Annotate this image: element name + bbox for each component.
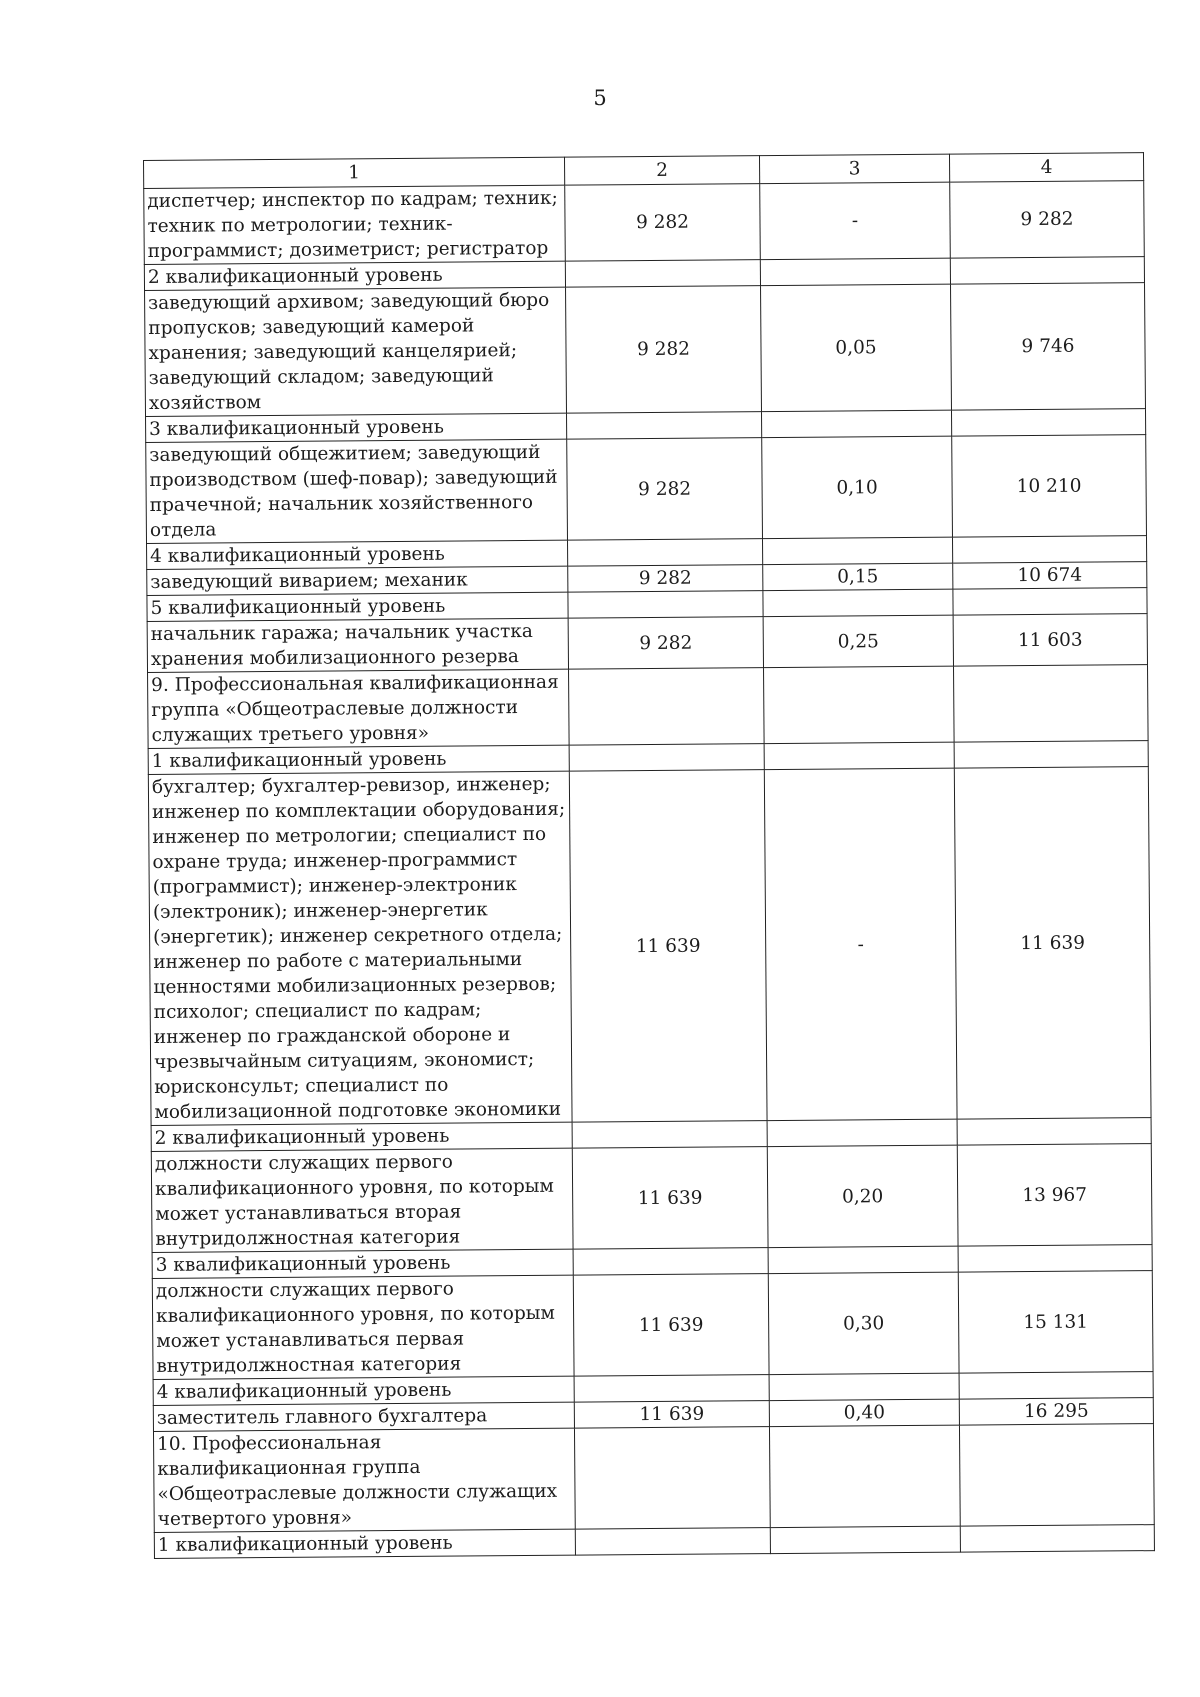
base-salary-cell: 9 282	[568, 565, 763, 593]
coefficient-cell	[760, 258, 950, 285]
position-cell: бухгалтер; бухгалтер-ревизор, инженер; инженер по комплектации оборудования; инженер по метрологии; специалист по охране труда; инженер-программист (программист); инженер-электроник (электроник); инженер-энергетик (энергетик); инженер секретного отдела; инженер по работе с материальными ценностями мобилизационных резервов; психолог; специалист по кадрам; инженер по гражданской обороне и чрезвычайным ситуациям, экономист; юрисконсульт; специалист по мобилизационной подготовке экономики	[148, 771, 572, 1125]
table-row	[152, 1271, 1153, 1380]
salary-cell: 10 210	[952, 435, 1147, 538]
salary-cell	[954, 665, 1149, 743]
coefficient-cell	[769, 1373, 959, 1400]
group-heading-row	[148, 665, 1149, 749]
base-salary-cell: 11 639	[574, 1401, 769, 1429]
salary-cell: 9 746	[951, 283, 1146, 411]
salary-cell: 10 674	[953, 562, 1147, 590]
base-salary-cell: 11 639	[569, 770, 767, 1123]
base-salary-cell	[574, 1375, 769, 1403]
base-salary-cell	[565, 260, 760, 288]
position-cell: диспетчер; инспектор по кадрам; техник; техник по метрологии; техник-программист; дозиметрист; регистратор	[144, 185, 566, 264]
table-row	[145, 283, 1146, 417]
salary-cell	[959, 1372, 1153, 1400]
table-row	[151, 1144, 1152, 1253]
coefficient-cell: 0,15	[763, 563, 953, 590]
coefficient-cell: -	[764, 768, 957, 1120]
table-row	[148, 767, 1151, 1126]
salary-cell	[960, 1525, 1154, 1553]
position-cell: 4 квалификационный уровень	[153, 1376, 574, 1405]
base-salary-cell: 9 282	[567, 438, 763, 541]
salary-cell: 9 282	[950, 181, 1145, 259]
base-salary-cell: 11 639	[573, 1274, 769, 1377]
position-cell: должности служащих первого квалификационного уровня, по которым может устанавливаться вторая внутридолжностная категория	[151, 1148, 573, 1252]
base-salary-cell	[569, 744, 764, 772]
header-cell-1: 1	[144, 157, 565, 188]
header-cell-3: 3	[759, 154, 949, 183]
base-salary-cell	[575, 1528, 770, 1556]
coefficient-cell	[764, 666, 955, 743]
header-cell-4: 4	[949, 153, 1143, 183]
salary-cell	[957, 1118, 1151, 1146]
base-salary-cell: 9 282	[566, 286, 762, 414]
base-salary-cell	[567, 412, 762, 440]
base-salary-cell: 9 282	[568, 617, 763, 670]
table-body	[144, 181, 1155, 1559]
salary-cell: 11 603	[953, 614, 1147, 667]
salary-cell: 11 639	[954, 767, 1151, 1120]
coefficient-cell: 0,25	[763, 615, 953, 667]
coefficient-cell	[768, 1246, 958, 1273]
coefficient-cell	[764, 742, 954, 769]
position-cell: 10. Профессиональная квалификационная группа «Общеотраслевые должности служащих четвертого уровня»	[153, 1428, 575, 1532]
position-cell: заместитель главного бухгалтера	[153, 1402, 574, 1431]
coefficient-cell: 0,30	[768, 1272, 959, 1374]
position-cell: 4 квалификационный уровень	[147, 540, 568, 569]
coefficient-cell: -	[760, 182, 951, 259]
coefficient-cell	[763, 589, 953, 616]
salary-cell	[953, 588, 1147, 616]
salary-cell	[959, 1424, 1154, 1527]
salary-cell	[958, 1245, 1152, 1273]
position-cell: заведующий архивом; заведующий бюро пропусков; заведующий камерой хранения; заведующий канцелярией; заведующий складом; заведующий хозяйством	[145, 287, 567, 416]
position-cell: 2 квалификационный уровень	[144, 261, 565, 290]
position-cell: 1 квалификационный уровень	[148, 745, 569, 774]
coefficient-cell	[767, 1119, 957, 1146]
position-cell: заведующий общежитием; заведующий производством (шеф-повар); заведующий прачечной; начальник хозяйственного отдела	[146, 439, 568, 543]
coefficient-cell: 0,10	[762, 436, 953, 538]
table-row	[144, 181, 1145, 265]
table-row	[147, 614, 1147, 673]
base-salary-cell	[572, 1121, 767, 1149]
salary-cell: 13 967	[957, 1144, 1152, 1247]
position-cell: должности служащих первого квалификационного уровня, по которым может устанавливаться первая внутридолжностная категория	[152, 1275, 574, 1379]
position-cell: 1 квалификационный уровень	[154, 1529, 575, 1558]
salary-cell	[952, 536, 1146, 564]
position-cell: 2 квалификационный уровень	[151, 1122, 572, 1151]
position-cell: 9. Профессиональная квалификационная группа «Общеотраслевые должности служащих третьего уровня»	[148, 669, 570, 748]
position-cell: 3 квалификационный уровень	[152, 1249, 573, 1278]
coefficient-cell: 0,05	[761, 284, 952, 411]
coefficient-cell: 0,20	[767, 1145, 958, 1247]
coefficient-cell	[769, 1425, 960, 1527]
group-heading-row	[153, 1424, 1154, 1533]
base-salary-cell	[573, 1248, 768, 1276]
salary-cell: 16 295	[959, 1398, 1153, 1426]
base-salary-cell: 9 282	[565, 184, 761, 262]
table-row	[146, 435, 1147, 544]
position-cell: начальник гаража; начальник участка хранения мобилизационного резерва	[147, 618, 568, 672]
salary-table	[143, 152, 1155, 1559]
salary-cell: 15 131	[958, 1271, 1153, 1374]
header-cell-2: 2	[564, 156, 759, 186]
coefficient-cell	[770, 1526, 960, 1553]
base-salary-cell	[574, 1427, 770, 1530]
coefficient-cell	[762, 537, 952, 564]
page-number: 5	[593, 86, 607, 110]
base-salary-cell	[567, 539, 762, 567]
base-salary-cell	[568, 591, 763, 619]
coefficient-cell	[761, 410, 951, 437]
salary-cell	[950, 257, 1144, 285]
position-cell: 3 квалификационный уровень	[146, 413, 567, 442]
position-cell: заведующий виварием; механик	[147, 566, 568, 595]
position-cell: 5 квалификационный уровень	[147, 592, 568, 621]
coefficient-cell: 0,40	[769, 1399, 959, 1426]
salary-cell	[954, 741, 1148, 769]
salary-cell	[951, 409, 1145, 437]
base-salary-cell: 11 639	[572, 1147, 768, 1250]
base-salary-cell	[569, 668, 765, 746]
salary-table-container	[143, 152, 1154, 1559]
